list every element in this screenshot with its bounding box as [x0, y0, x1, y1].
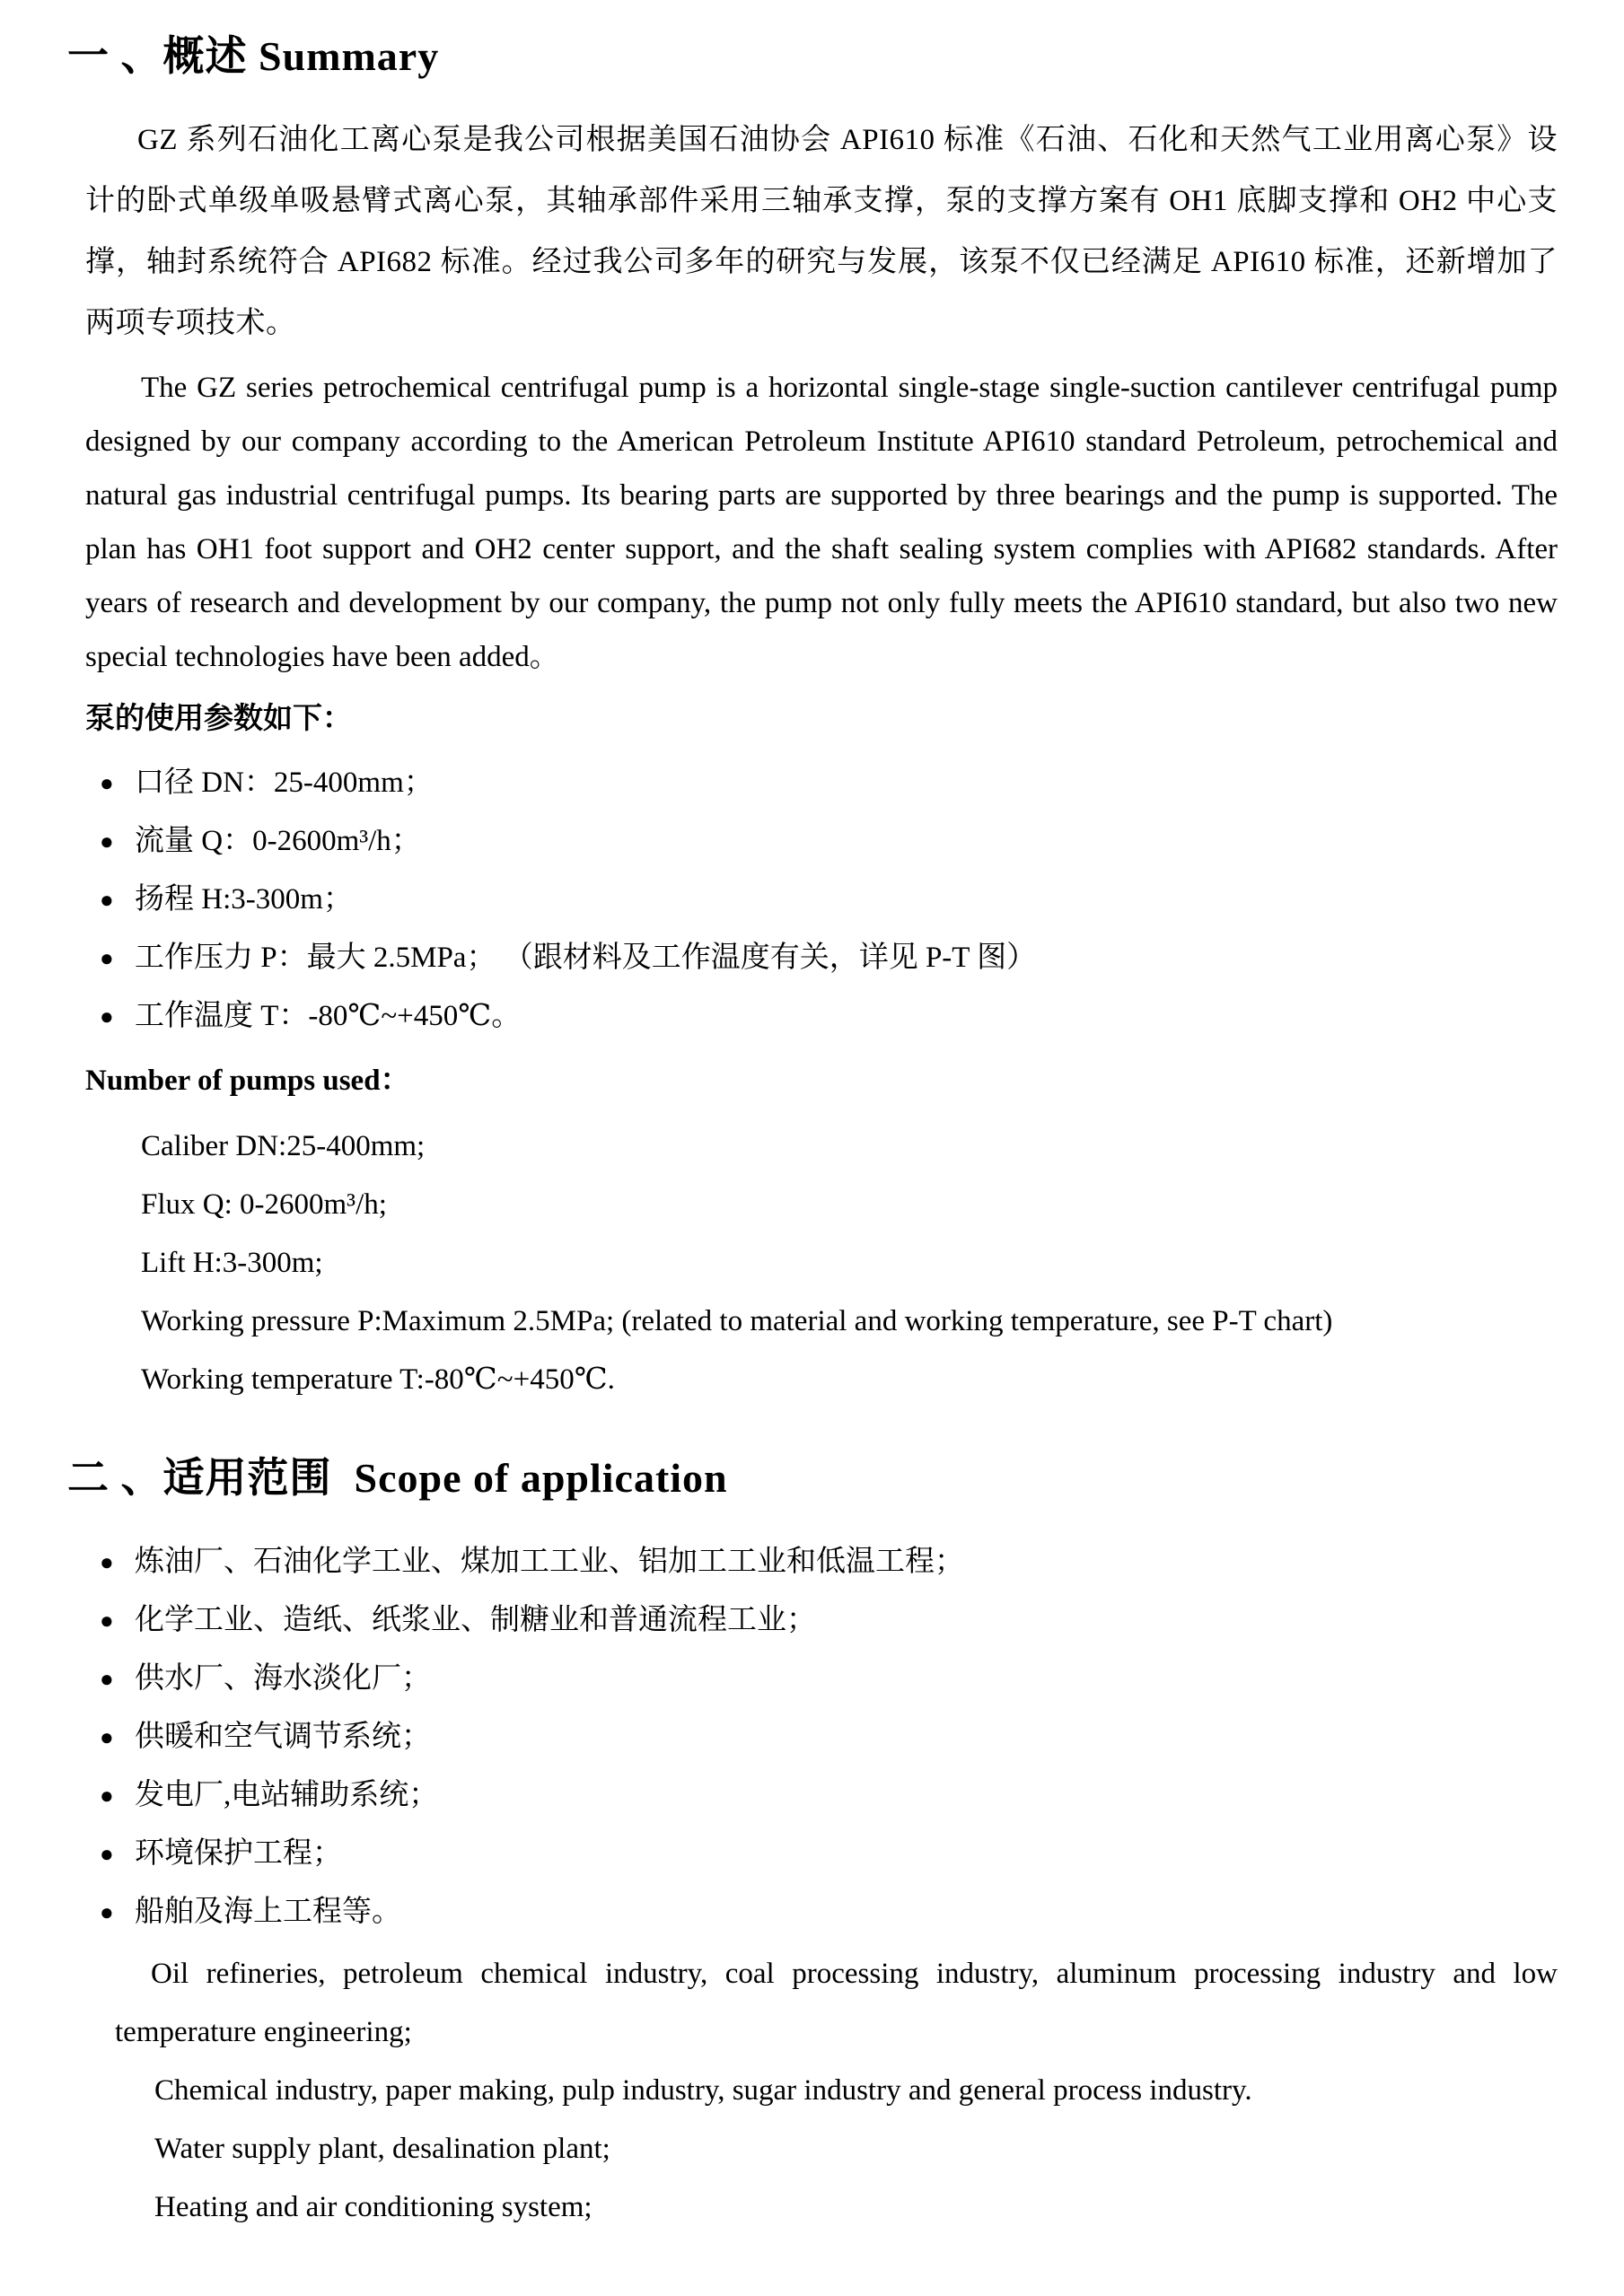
- list-item: [85, 871, 1558, 929]
- application-paragraph-en: Heating and air conditioning system;: [154, 2191, 593, 2223]
- list-item-text: 工作温度 T：-80℃~+450℃。: [135, 1000, 522, 1032]
- list-item: [85, 1766, 1558, 1825]
- summary-paragraph-en: The GZ series petrochemical centrifugal pump is a horizontal single-stage single-suction cantilever centrifugal pump designed by our company according to the American Petroleum Institute API610 standard Petroleum, petrochemical and natural gas industrial centrifugal pumps. Its bearing parts are supported by three bearings and the pump is supported. The plan has OH1 foot support and OH2 center support, and the shaft sealing system complies with API682 standards. After years of research and development by our company, the pump not only fully meets the API610 standard, but also two new special technologies have been added。: [85, 372, 1558, 673]
- list-item: [85, 1708, 1558, 1766]
- list-item-text: 工作压力 P：最大 2.5MPa； （跟材料及工作温度有关，详见 P-T 图）: [135, 942, 1037, 974]
- param-line: Working temperature T:-80℃~+450℃.: [141, 1363, 615, 1396]
- bullet-icon: ●: [100, 1003, 114, 1030]
- bullet-icon: ●: [100, 1608, 114, 1634]
- pump-params-heading-en: Number of pumps used：: [85, 1065, 410, 1097]
- list-item: [85, 1883, 1558, 1941]
- application-list-cn: [85, 1533, 1558, 1941]
- param-line: Lift H:3-300m;: [141, 1247, 323, 1279]
- list-item: [85, 929, 1558, 987]
- list-item-text: 船舶及海上工程等。: [135, 1896, 401, 1928]
- list-item: [85, 754, 1558, 812]
- list-item: [85, 812, 1558, 871]
- list-item-text: 炼油厂、石油化学工业、煤加工工业、铝加工工业和低温工程；: [135, 1546, 964, 1578]
- section-1-heading: 一 、概述 Summary: [67, 33, 440, 79]
- bullet-icon: ●: [100, 1549, 114, 1575]
- list-item: [85, 1591, 1558, 1650]
- bullet-icon: ●: [100, 1724, 114, 1750]
- bullet-icon: ●: [100, 1666, 114, 1692]
- param-line: Flux Q: 0-2600m³/h;: [141, 1188, 387, 1221]
- list-item-text: 环境保护工程；: [135, 1837, 342, 1870]
- bullet-icon: ●: [100, 828, 114, 854]
- list-item-text: 发电厂,电站辅助系统；: [135, 1779, 439, 1811]
- application-paragraph-en: Water supply plant, desalination plant;: [154, 2133, 610, 2165]
- pump-params-list-cn: [85, 754, 1558, 1046]
- list-item-text: 供水厂、海水淡化厂；: [135, 1662, 431, 1695]
- bullet-icon: ●: [100, 1841, 114, 1867]
- bullet-icon: ●: [100, 770, 114, 796]
- bullet-icon: ●: [100, 887, 114, 913]
- bullet-icon: ●: [100, 945, 114, 971]
- list-item: [85, 1650, 1558, 1708]
- list-item-text: 流量 Q：0-2600m³/h；: [135, 825, 421, 857]
- section-2-heading: 二 、适用范围 Scope of application: [67, 1455, 728, 1501]
- list-item: [85, 1533, 1558, 1591]
- list-item-text: 化学工业、造纸、纸浆业、制糖业和普通流程工业；: [135, 1604, 816, 1636]
- application-paragraph-en: Chemical industry, paper making, pulp industry, sugar industry and general process industry.: [154, 2074, 1252, 2107]
- application-paragraph-en: Oil refineries, petroleum chemical industry, coal processing industry, aluminum processing industry and low temperature engineering;: [115, 1958, 1558, 2048]
- bullet-icon: ●: [100, 1899, 114, 1925]
- param-line: Working pressure P:Maximum 2.5MPa; (related to material and working temperature, see P-T chart): [141, 1305, 1333, 1337]
- pump-params-list-en: [141, 1117, 1558, 1409]
- pump-params-heading-cn: 泵的使用参数如下：: [85, 703, 352, 735]
- list-item: [85, 1825, 1558, 1883]
- list-item-text: 供暖和空气调节系统；: [135, 1721, 431, 1753]
- summary-paragraph-cn: GZ 系列石油化工离心泵是我公司根据美国石油协会 API610 标准《石油、石化和天然气工业用离心泵》设计的卧式单级单吸悬臂式离心泵，其轴承部件采用三轴承支撑，泵的支撑方案有 OH1 底脚支撑和 OH2 中心支撑，轴封系统符合 API682 标准。经过我公司多年的研究与发展，该泵不仅已经满足 API610 标准，还新增加了两项专项技术。: [85, 124, 1558, 339]
- param-line: Caliber DN:25-400mm;: [141, 1130, 426, 1162]
- bullet-icon: ●: [100, 1783, 114, 1809]
- list-item-text: 口径 DN：25-400mm；: [135, 767, 434, 799]
- list-item-text: 扬程 H:3-300m；: [135, 883, 353, 916]
- list-item: [85, 987, 1558, 1046]
